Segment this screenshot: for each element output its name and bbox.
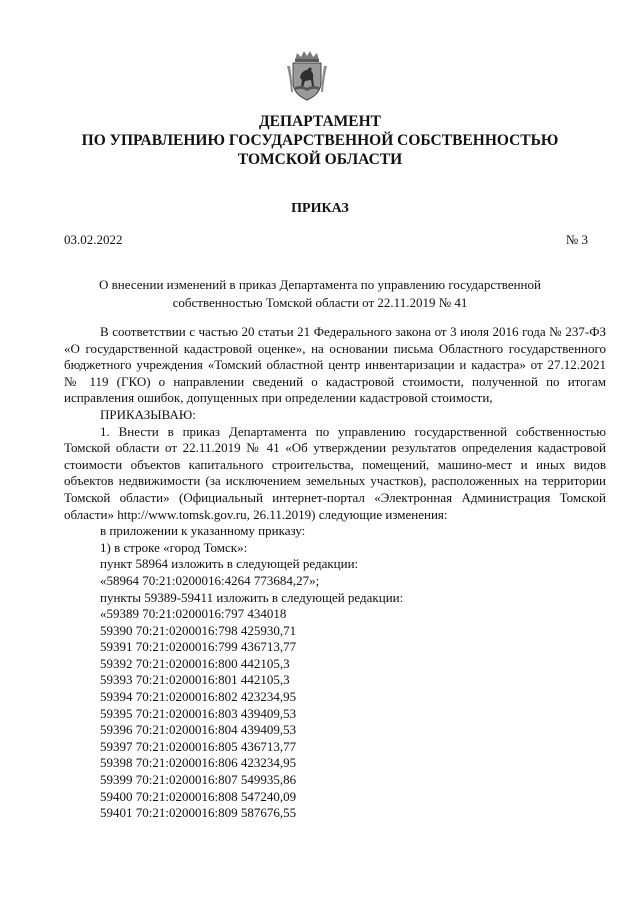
list-item: 59398 70:21:0200016:806 423234,95	[100, 755, 297, 771]
list-item: 59396 70:21:0200016:804 439409,53	[100, 722, 297, 738]
list-item: 59397 70:21:0200016:805 436713,77	[100, 738, 297, 754]
document-body	[64, 324, 606, 822]
list-item: 59395 70:21:0200016:803 439409,53	[100, 705, 297, 721]
document-type: ПРИКАЗ	[291, 201, 349, 216]
list-item: 59401 70:21:0200016:809 587676,55	[100, 805, 297, 821]
item-1-paragraph: 1. Внести в приказ Департамента по управлению государственной собственностью Томской области от 22.11.2019 № 41 «Об утверждении результатов определения кадастровой стоимости объектов капитального строительства, помещений, машино-мест и иных видов объектов недвижимости (за исключением земельных участков), расположенных на территории Томской области» (Официальный интернет-портал «Электронная Администрация Томской области» http://www.tomsk.gov.ru, 26.11.2019) следующие изменения:	[64, 423, 606, 522]
list-item: 59400 70:21:0200016:808 547240,09	[100, 788, 297, 804]
coat-of-arms-icon	[283, 48, 331, 104]
preamble-paragraph: В соответствии с частью 20 статьи 21 Федерального закона от 3 июля 2016 года № 237-ФЗ «О государственной кадастровой оценке», на основании письма Областного государственного бюджетного учреждения «Томский областной центр инвентаризации и кадастра» от 27.12.2021 № 119 (ГКО) о направлении сведений о кадастровой стоимости, полученной по итогам исправления ошибок, допущенных при определении кадастровой стоимости,	[64, 324, 606, 406]
list-item: 59390 70:21:0200016:798 425930,71	[100, 622, 297, 638]
list-item: 59392 70:21:0200016:800 442105,3	[100, 655, 290, 671]
list-item: «59389 70:21:0200016:797 434018	[100, 606, 287, 622]
list-item: 59393 70:21:0200016:801 442105,3	[100, 672, 290, 688]
subject-line2: собственностью Томской области от 22.11.2019 № 41	[172, 295, 468, 310]
order-word: ПРИКАЗЫВАЮ:	[100, 406, 196, 422]
department-title-line2: ПО УПРАВЛЕНИЮ ГОСУДАРСТВЕННОЙ СОБСТВЕННОСТЬЮ	[81, 132, 559, 149]
list-item: 1) в строке «город Томск»:	[100, 539, 248, 555]
list-item: «58964 70:21:0200016:4264 773684,27»;	[100, 572, 320, 588]
department-title-line1: ДЕПАРТАМЕНТ	[258, 113, 382, 130]
list-item: пункты 59389-59411 изложить в следующей редакции:	[100, 589, 404, 605]
document-subject	[90, 276, 550, 312]
list-item: 59399 70:21:0200016:807 549935,86	[100, 772, 297, 788]
list-item: 59394 70:21:0200016:802 423234,95	[100, 689, 297, 705]
document-date: 03.02.2022	[64, 232, 123, 247]
list-item: пункт 58964 изложить в следующей редакции:	[100, 556, 359, 572]
department-title-line3: ТОМСКОЙ ОБЛАСТИ	[237, 151, 403, 168]
subject-line1: О внесении изменений в приказ Департамента по управлению государственной	[99, 277, 541, 292]
document-number: № 3	[565, 232, 588, 247]
list-item: в приложении к указанному приказу:	[100, 523, 306, 539]
list-item: 59391 70:21:0200016:799 436713,77	[100, 639, 297, 655]
